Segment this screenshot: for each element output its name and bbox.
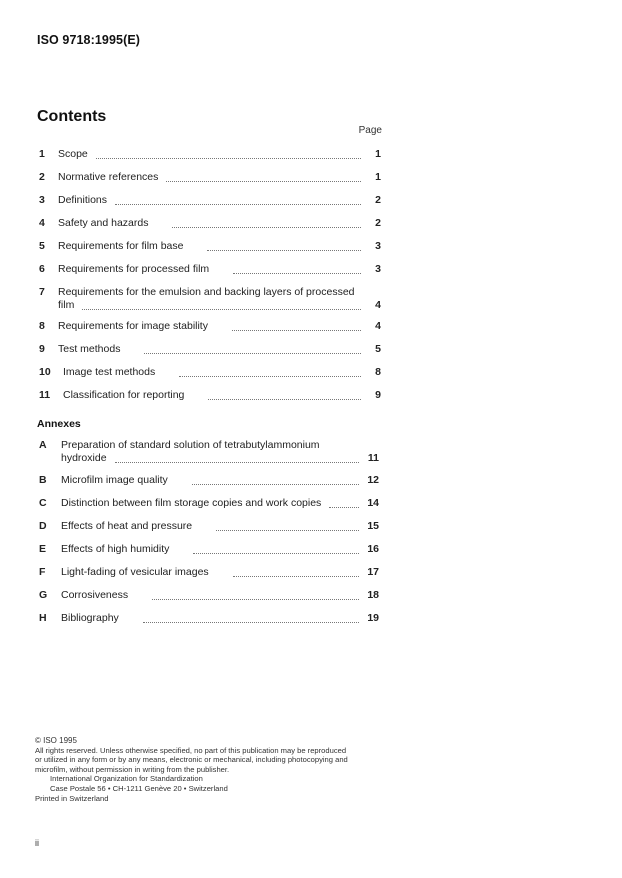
- toc-entry-page: 5: [375, 343, 381, 355]
- annex-page: 15: [367, 520, 379, 532]
- annex-title: Corrosiveness: [61, 589, 129, 601]
- annex-page: 14: [367, 497, 379, 509]
- annex-title: Effects of high humidity: [61, 543, 170, 555]
- toc-entry-number: 5: [39, 240, 45, 252]
- dot-leader: [232, 329, 361, 331]
- toc-entry-title: Classification for reporting: [63, 389, 185, 401]
- annex-page: 11: [367, 452, 379, 464]
- dot-leader: [192, 483, 359, 485]
- toc-entry-number: 6: [39, 263, 45, 275]
- toc-entry-title: film: [58, 299, 75, 311]
- toc-entry-page: 1: [375, 171, 381, 183]
- toc-entry-page: 8: [375, 366, 381, 378]
- annex-letter: B: [39, 474, 47, 486]
- annex-title: Microfilm image quality: [61, 474, 168, 486]
- annex-entry[interactable]: [37, 439, 379, 465]
- standard-identifier: ISO 9718:1995(E): [37, 33, 141, 47]
- toc-entry-page: 4: [375, 320, 381, 332]
- toc-entry-page: 9: [375, 389, 381, 401]
- annex-letter: E: [39, 543, 47, 555]
- annex-entry[interactable]: [37, 566, 379, 579]
- annex-letter: F: [39, 566, 46, 578]
- toc-entry-number: 7: [39, 286, 45, 298]
- dot-leader: [82, 308, 361, 310]
- annex-entry[interactable]: [37, 543, 379, 556]
- dot-leader: [208, 398, 361, 400]
- toc-entry-title: Normative references: [58, 171, 159, 183]
- toc-entry-title: Safety and hazards: [58, 217, 149, 229]
- toc-entry-title: Image test methods: [63, 366, 156, 378]
- toc-entry[interactable]: [37, 366, 381, 379]
- annexes-heading: Annexes: [37, 418, 81, 430]
- toc-entry[interactable]: [37, 148, 381, 161]
- toc-entry-title: Requirements for film base: [58, 240, 184, 252]
- dot-leader: [329, 506, 359, 508]
- toc-entry-page: 1: [375, 148, 381, 160]
- dot-leader: [172, 226, 361, 228]
- toc-entry-number: 1: [39, 148, 45, 160]
- toc-entry-number: 9: [39, 343, 45, 355]
- annex-entry[interactable]: [37, 589, 379, 602]
- toc-entry[interactable]: [37, 320, 381, 333]
- dot-leader: [115, 203, 361, 205]
- toc-entry-page: 2: [375, 194, 381, 206]
- annex-letter: A: [39, 439, 47, 451]
- toc-entry-number: 2: [39, 171, 45, 183]
- dot-leader: [115, 461, 359, 463]
- annex-page: 16: [367, 543, 379, 555]
- organization-name: International Organization for Standardization: [50, 774, 203, 784]
- toc-entry[interactable]: [37, 286, 381, 312]
- annex-letter: H: [39, 612, 47, 624]
- dot-leader: [207, 249, 361, 251]
- rights-statement-line: All rights reserved. Unless otherwise specified, no part of this publication may be reproduced: [35, 745, 347, 755]
- toc-entry-page: 4: [375, 299, 381, 311]
- toc-entry-title: Requirements for image stability: [58, 320, 208, 332]
- page-column-label: Page: [358, 125, 382, 136]
- annex-letter: D: [39, 520, 47, 532]
- toc-entry-title: Requirements for processed film: [58, 263, 210, 275]
- toc-entry[interactable]: [37, 171, 381, 184]
- toc-entry-number: 10: [39, 366, 51, 378]
- toc-entry[interactable]: [37, 343, 381, 356]
- toc-entry-number: 8: [39, 320, 45, 332]
- annex-letter: C: [39, 497, 47, 509]
- annex-entry[interactable]: [37, 520, 379, 533]
- toc-entry[interactable]: [37, 389, 381, 402]
- toc-entry-title: Test methods: [58, 343, 121, 355]
- toc-entry-page: 3: [375, 240, 381, 252]
- annex-title: Bibliography: [61, 612, 119, 624]
- annex-entry[interactable]: [37, 612, 379, 625]
- toc-entry-page: 3: [375, 263, 381, 275]
- printed-in: Printed in Switzerland: [35, 793, 109, 803]
- dot-leader: [193, 552, 359, 554]
- rights-statement-line: or utilized in any form or by any means, electronic or mechanical, including photocopying and: [35, 755, 348, 765]
- dot-leader: [152, 598, 359, 600]
- annex-page: 19: [367, 612, 379, 624]
- dot-leader: [179, 375, 361, 377]
- toc-entry[interactable]: [37, 263, 381, 276]
- annex-letter: G: [39, 589, 48, 601]
- toc-entry-number: 3: [39, 194, 45, 206]
- toc-entry-title: Definitions: [58, 194, 108, 206]
- annex-title: Effects of heat and pressure: [61, 520, 193, 532]
- dot-leader: [216, 529, 359, 531]
- annex-page: 17: [367, 566, 379, 578]
- rights-statement-line: microfilm, without permission in writing from the publisher.: [35, 764, 230, 774]
- toc-entry[interactable]: [37, 217, 381, 230]
- annex-page: 12: [367, 474, 379, 486]
- contents-heading: Contents: [37, 108, 107, 125]
- annex-title: hydroxide: [61, 452, 107, 464]
- toc-entry-number: 4: [39, 217, 45, 229]
- dot-leader: [96, 157, 361, 159]
- toc-entry-page: 2: [375, 217, 381, 229]
- dot-leader: [144, 352, 361, 354]
- dot-leader: [143, 621, 359, 623]
- toc-entry-number: 11: [39, 389, 51, 401]
- page-number: ii: [35, 838, 39, 848]
- annex-title: Light-fading of vesicular images: [61, 566, 209, 578]
- toc-entry-title: Scope: [58, 148, 88, 160]
- toc-entry[interactable]: [37, 240, 381, 253]
- dot-leader: [233, 272, 361, 274]
- copyright-notice: © ISO 1995: [35, 736, 77, 745]
- annex-entry[interactable]: [37, 474, 379, 487]
- dot-leader: [166, 180, 361, 182]
- annex-title-line1: Preparation of standard solution of tetrabutylammonium: [61, 439, 320, 451]
- annex-page: 18: [367, 589, 379, 601]
- annex-title: Distinction between film storage copies and work copies: [61, 497, 322, 509]
- organization-address: Case Postale 56 • CH-1211 Genève 20 • Switzerland: [50, 783, 228, 793]
- annex-entry[interactable]: [37, 497, 379, 510]
- dot-leader: [233, 575, 359, 577]
- toc-entry[interactable]: [37, 194, 381, 207]
- copyright-block: [35, 736, 385, 803]
- toc-entry-title-line1: Requirements for the emulsion and backing layers of processed: [58, 286, 355, 298]
